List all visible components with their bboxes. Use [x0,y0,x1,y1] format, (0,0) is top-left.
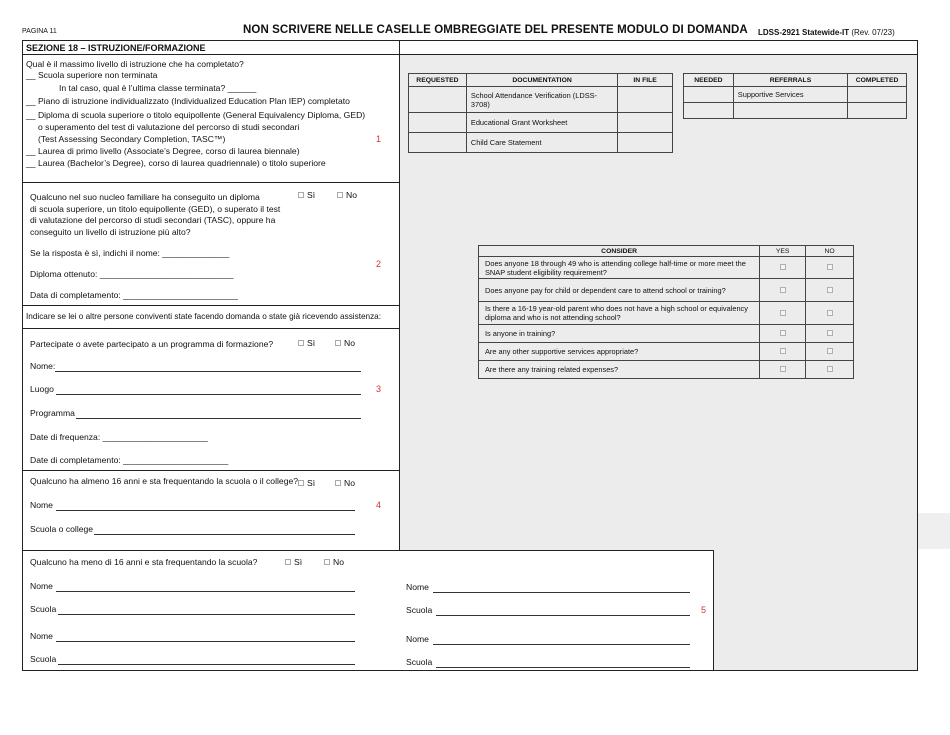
q5-school-label: Scuola [406,605,433,615]
checkbox-icon [337,192,343,198]
q2-question-line4: conseguito un livello di istruzione più alto? [30,227,191,237]
requested-cell[interactable] [409,133,467,153]
consider-question: Are any other supportive services appropriate? [479,343,760,361]
q3-question: Partecipate o avete partecipato a un programma di formazione? [30,339,274,349]
q2-yes-checkbox[interactable] [298,190,315,201]
q3-name-label: Nome: [30,361,56,371]
q2-no-label: No [346,190,357,200]
col-in-file: IN FILE [618,74,673,87]
page-title: NON SCRIVERE NELLE CASELLE OMBREGGIATE DEL PRESENTE MODULO DI DOMANDA [243,24,748,36]
requested-cell[interactable] [409,113,467,133]
col-yes: YES [760,246,806,257]
in-file-cell[interactable] [618,133,673,153]
col-consider: CONSIDER [479,246,760,257]
q1-option-4[interactable]: __ Laurea di primo livello (Associate’s Degree, corso di laurea biennale) [26,146,300,156]
q3-no-label: No [344,338,355,348]
checkbox-icon [827,310,833,316]
q2-no-checkbox[interactable] [337,190,357,201]
col-completed: COMPLETED [848,74,907,87]
needed-cell[interactable] [684,103,734,119]
table-row [479,302,854,325]
q3-yes-label: Sì [307,338,316,348]
checkbox-icon [827,264,833,270]
doc-cell: School Attendance Verification (LDSS-3708) [466,87,617,113]
divider [22,470,399,471]
q5-name-input[interactable] [433,644,690,645]
no-checkbox[interactable] [806,361,854,379]
q4-school-label: Scuola o college [30,524,94,534]
yes-checkbox[interactable] [760,257,806,279]
no-checkbox[interactable] [806,343,854,361]
divider [22,305,399,306]
q3-complete-field[interactable]: Date di completamento: ______________________ [30,455,229,465]
q5-name-input[interactable] [56,641,355,642]
form-id-code: LDSS-2921 Statewide-IT [758,28,850,37]
table-row [479,325,854,343]
checkbox-icon [827,287,833,293]
q4-no-checkbox[interactable] [335,478,355,489]
q5-name-label: Nome [406,634,429,644]
q5-name-label: Nome [30,631,53,641]
checkbox-icon [827,366,833,372]
no-checkbox[interactable] [806,302,854,325]
column-divider [399,40,400,550]
form-revision: (Rev. 07/23) [849,28,895,37]
q3-number: 3 [376,384,382,394]
q4-school-input[interactable] [94,534,355,535]
requested-cell[interactable] [409,87,467,113]
checkbox-icon [335,480,341,486]
checkbox-icon [298,480,304,486]
edge-scroll-tab [917,513,950,549]
completed-cell[interactable] [848,87,907,103]
table-row [409,113,673,133]
q5-yes-checkbox[interactable] [285,557,302,568]
no-checkbox[interactable] [806,279,854,302]
checkbox-icon [780,366,786,372]
yes-checkbox[interactable] [760,343,806,361]
divider [22,550,713,551]
checkbox-icon [827,330,833,336]
q3-program-input[interactable] [76,418,361,419]
q1-question: Qual è il massimo livello di istruzione che ha completato? [26,59,244,69]
table-row [479,257,854,279]
documentation-table [408,73,673,153]
yes-checkbox[interactable] [760,279,806,302]
q1-option-3[interactable]: __ Diploma di scuola superiore o titolo equipollente (General Equivalency Diploma, GED) [26,110,366,120]
q2-yes-label: Sì [307,190,316,200]
divider [22,182,399,183]
q2-date-field[interactable]: Data di completamento: ________________________ [30,290,238,300]
checkbox-icon [780,310,786,316]
q1-option-1-detail[interactable]: In tal caso, qual è l’ultima classe terminata? ______ [59,83,257,93]
table-row [409,133,673,153]
consider-question: Is anyone in training? [479,325,760,343]
q2-diploma-field[interactable]: Diploma ottenuto: ____________________________ [30,269,234,279]
q5-number: 5 [701,605,707,615]
table-row [684,87,907,103]
q5-name-input[interactable] [433,592,690,593]
q1-option-3-line2: o superamento del test di valutazione del percorso di studi secondari [38,122,300,132]
q4-question: Qualcuno ha almeno 16 anni e sta frequentando la scuola o il college? [30,476,299,486]
q4-name-input[interactable] [56,510,355,511]
referrals-table [683,73,907,119]
instructions-text: Indicare se lei o altre persone conviventi state facendo domanda o state già ricevendo assistenza: [26,312,382,321]
checkbox-icon [827,348,833,354]
checkbox-icon [324,559,330,565]
checkbox-icon [780,264,786,270]
table-row [479,279,854,302]
q2-question-line3: di valutazione del percorso di studi secondari (TASC), oppure ha [30,215,276,225]
q5-school-input[interactable] [58,664,355,665]
table-row [479,343,854,361]
yes-checkbox[interactable] [760,361,806,379]
table-header-row [409,74,673,87]
checkbox-icon [335,340,341,346]
q3-no-checkbox[interactable] [335,338,355,349]
needed-cell[interactable] [684,87,734,103]
doc-cell: Educational Grant Worksheet [466,113,617,133]
q5-question: Qualcuno ha meno di 16 anni e sta frequentando la scuola? [30,557,258,567]
section-heading: SEZIONE 18 – ISTRUZIONE/FORMAZIONE [26,43,206,53]
table-row [684,103,907,119]
q1-option-2[interactable]: __ Piano di istruzione individualizzato (Individualized Education Plan IEP) completato [26,96,350,106]
q5-school-label: Scuola [406,657,433,667]
checkbox-icon [298,192,304,198]
q3-yes-checkbox[interactable] [298,338,315,349]
divider [22,54,918,55]
q1-option-3-line3: (Test Assessing Secondary Completion, TASC™) [38,134,226,144]
consider-table [478,245,854,379]
completed-cell[interactable] [848,103,907,119]
table-header-row [684,74,907,87]
col-requested: REQUESTED [409,74,467,87]
col-no: NO [806,246,854,257]
consider-question: Is there a 16-19 year-old parent who does not have a high school or equivalency diploma and who is not attending school? [479,302,760,325]
divider [22,328,399,329]
checkbox-icon [780,348,786,354]
q4-yes-checkbox[interactable] [298,478,315,489]
yes-checkbox[interactable] [760,302,806,325]
checkbox-icon [298,340,304,346]
q5-school-input[interactable] [436,615,690,616]
checkbox-icon [780,330,786,336]
form-id [758,28,895,37]
no-checkbox[interactable] [806,325,854,343]
table-row [479,361,854,379]
q2-question-line1: Qualcuno nel suo nucleo familiare ha conseguito un diploma [30,192,260,202]
q5-school-input[interactable] [58,614,355,615]
q4-no-label: No [344,478,355,488]
q4-yes-label: Sì [307,478,316,488]
q3-place-label: Luogo [30,384,54,394]
consider-question: Does anyone pay for child or dependent care to attend school or training? [479,279,760,302]
q1-option-1[interactable]: __ Scuola superiore non terminata [26,70,158,80]
q5-school-label: Scuola [30,604,57,614]
referral-cell [733,103,847,119]
q5-school-input[interactable] [436,667,690,668]
q3-name-input[interactable] [55,371,361,372]
q5-name-label: Nome [406,582,429,592]
q5-no-label: No [333,557,344,567]
q5-yes-label: Sì [294,557,303,567]
doc-cell: Child Care Statement [466,133,617,153]
q3-program-label: Programma [30,408,75,418]
q2-number: 2 [376,259,382,269]
q1-option-5[interactable]: __ Laurea (Bachelor’s Degree), corso di laurea quadriennale) o titolo superiore [26,158,326,168]
col-referrals: REFERRALS [733,74,847,87]
no-checkbox[interactable] [806,257,854,279]
q3-place-input[interactable] [56,394,361,395]
col-needed: NEEDED [684,74,734,87]
q4-name-label: Nome [30,500,53,510]
column-divider [713,550,714,671]
q5-name-label: Nome [30,581,53,591]
consider-question: Are there any training related expenses? [479,361,760,379]
table-header-row [479,246,854,257]
q1-number: 1 [376,134,382,144]
in-file-cell[interactable] [618,87,673,113]
col-documentation: DOCUMENTATION [466,74,617,87]
referral-cell: Supportive Services [733,87,847,103]
q5-name-input[interactable] [56,591,355,592]
page-number: PAGINA 11 [22,28,57,35]
consider-question: Does anyone 18 through 49 who is attending college half-time or more meet the SNAP student eligibility requirement? [479,257,760,279]
table-row [409,87,673,113]
checkbox-icon [285,559,291,565]
q2-name-field[interactable]: Se la risposta è sì, indichi il nome: ______________ [30,248,230,258]
q3-attend-field[interactable]: Date di frequenza: ______________________ [30,432,208,442]
q4-number: 4 [376,500,382,510]
in-file-cell[interactable] [618,113,673,133]
checkbox-icon [780,287,786,293]
q2-question-line2: di scuola superiore, un titolo equipollente (GED), o superato il test [30,204,281,214]
q5-school-label: Scuola [30,654,57,664]
q5-no-checkbox[interactable] [324,557,344,568]
yes-checkbox[interactable] [760,325,806,343]
